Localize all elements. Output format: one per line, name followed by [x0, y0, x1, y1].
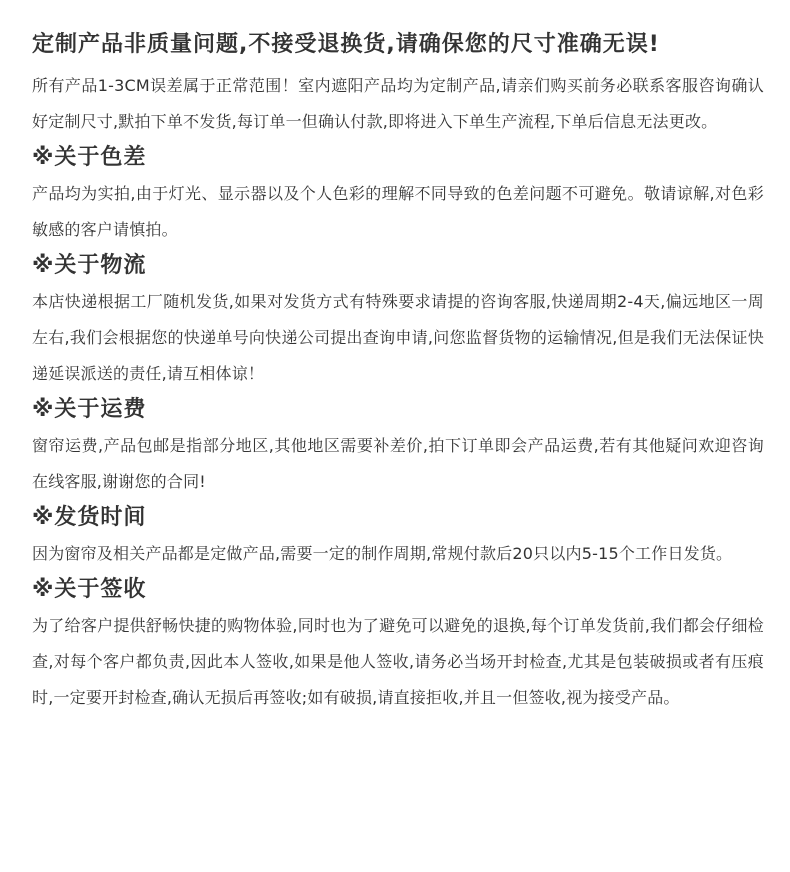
- section-body-delivery-time: 因为窗帘及相关产品都是定做产品,需要一定的制作周期,常规付款后20只以内5-15个工作日发货。: [32, 544, 733, 563]
- intro-paragraph: 所有产品1-3CM误差属于正常范围！室内遮阳产品均为定制产品,请亲们购买前务必联系客服咨询确认好定制尺寸,默拍下单不发货,每订单一但确认付款,即将进入下单生产流程,下单后信息无法更改。: [32, 76, 764, 131]
- section-body-shipping-fee: 窗帘运费,产品包邮是指部分地区,其他地区需要补差价,拍下订单即会产品运费,若有其他疑问欢迎咨询在线客服,谢谢您的合同!: [32, 436, 764, 491]
- section-body-receipt: 为了给客户提供舒畅快捷的购物体验,同时也为了避免可以避免的退换,每个订单发货前,我们都会仔细检查,对每个客户都负责,因此本人签收,如果是他人签收,请务必当场开封检查,尤其是包装破损或者有压痕时,一定要开封检查,确认无损后再签收;如有破损,请直接拒收,并且一但签收,视为接受产品。: [32, 616, 764, 707]
- section-title-receipt: ※关于签收: [32, 577, 147, 602]
- section-title-delivery-time: ※发货时间: [32, 505, 147, 530]
- section-body-logistics: 本店快递根据工厂随机发货,如果对发货方式有特殊要求请提的咨询客服,快递周期2-4天,偏远地区一周左右,我们会根据您的快递单号向快递公司提出查询申请,问您监督货物的运输情况,但是我们无法保证快递延误派送的责任,请互相体谅！: [32, 292, 764, 383]
- section-title-color-difference: ※关于色差: [32, 145, 147, 170]
- section-title-logistics: ※关于物流: [32, 253, 147, 278]
- section-body-color-difference: 产品均为实拍,由于灯光、显示器以及个人色彩的理解不同导致的色差问题不可避免。敬请谅解,对色彩敏感的客户请慎拍。: [32, 184, 764, 239]
- section-title-shipping-fee: ※关于运费: [32, 397, 147, 422]
- headline: 定制产品非质量问题,不接受退换货,请确保您的尺寸准确无误!: [32, 32, 660, 57]
